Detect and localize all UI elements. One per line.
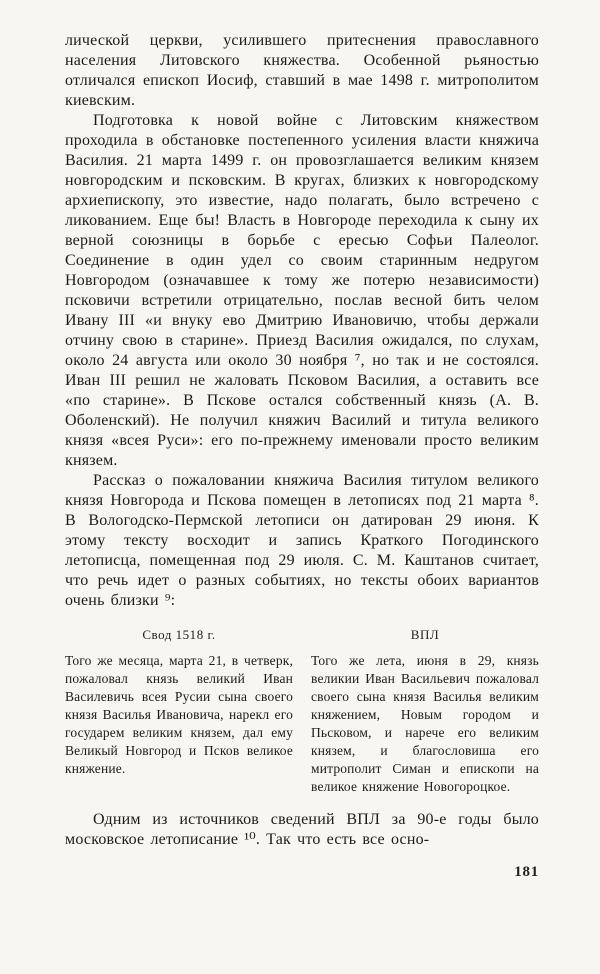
page-number: 181 [514,864,539,880]
comparison-right-column [311,627,539,796]
right-column-text: Того же лета, июня в 29, князь великии Иван Васильевич пожаловал своего сына князя Василья великим княжением, Новым городом и Пьсковом, и нарече его великим князем, и благословиша его митрополит Симан и епископи на великое княжение Новогороцкое. [311,653,539,794]
paragraph-chronicle-accounts: Рассказ о пожаловании княжича Василия титулом великого князя Новгорода и Пскова помещен в летописях под 21 марта ⁸. В Вологодско-Пермской летописи он датирован 29 июня. К этому тексту восходит и запись Краткого Погодинского летописца, помещенная под 29 июля. С. М. Каштанов считает, что речь идет о разных событиях, но тексты обоих вариантов очень близки ⁹: [65,472,539,609]
paragraph-closing: Одним из источников сведений ВПЛ за 90-е годы было московское летописание ¹⁰. Так что есть все осно- [65,811,539,848]
chronicle-comparison [65,627,539,796]
left-column-header: Свод 1518 г. [142,627,216,642]
paragraph-vasily-proclamation: Подготовка к новой войне с Литовским княжеством проходила в обстановке постепенного усиления власти княжича Василия. 21 марта 1499 г. он провозглашается великим князем новгородским и псковским. В кругах, близких к новгородскому архиепископу, это известие, надо полагать, было встречено с ликованием. Еще бы! Власть в Новгороде переходила к сыну их верной союзницы в борьбе с ересью Софьи Палеолог. Соединение в один удел со своим старинным недругом Новгородом (означавшее к тому же потерю независимости) псковичи встретили отрицательно, послав весной бить челом Ивану III «и внуку ево Дмитрию Ивановичю, чтобы держали отчину свою в старине». Приезд Василия ожидался, по слухам, около 24 августа или около 30 ноября ⁷, но так и не состоялся. Иван III решил не жаловать Псковом Василия, а оставить все «по старине». В Пскове остался собственный князь (А. В. Оболенский). Не получил княжич Василий и титула великого князя «всея Руси»: его по-прежнему именовали просто великим князем. [65,112,539,469]
comparison-left-column [65,627,293,796]
right-column-header: ВПЛ [410,627,440,642]
left-column-text: Того же месяца, марта 21, в четверк, пожаловал князь великий Иван Василевичь всея Русии сына своего князя Василья Ивановича, нарекл его государем великим князем, дал ему Великый Новгород и Псков великое княжение. [65,653,293,776]
paragraph-continuation: лической церкви, усилившего притеснения православного населения Литовского княжества. Особенной рьяностью отличался епископ Иосиф, ставший в мае 1498 г. митрополитом киевским. [65,32,539,109]
